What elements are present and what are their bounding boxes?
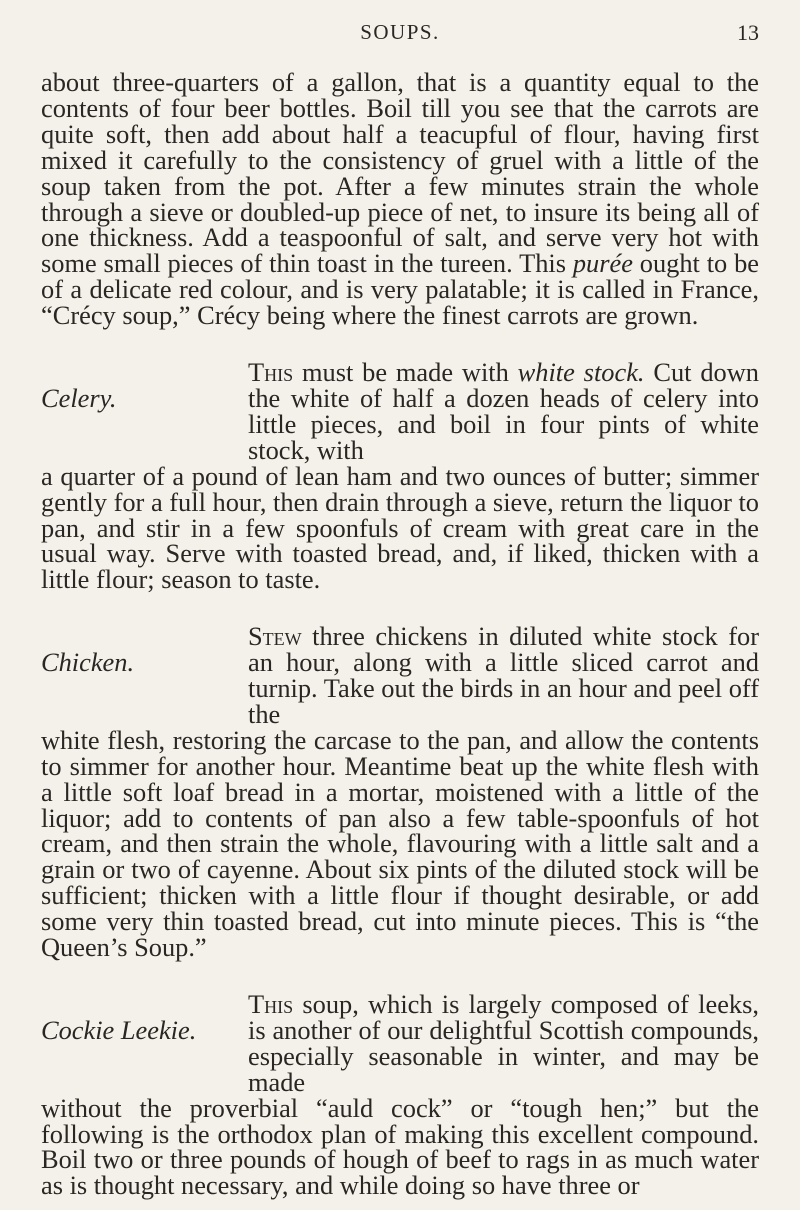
running-title: SOUPS.: [360, 20, 440, 44]
recipe-celery: [41, 357, 759, 595]
recipe-celery-opening: [248, 357, 759, 465]
recipe-chicken: [41, 621, 759, 963]
recipe-chicken-lead: Stew: [248, 621, 302, 652]
intro-paragraph: [41, 67, 759, 331]
recipe-cockie-leekie-text: soup, which is largely composed of leeks, is another of our delightful Scottish compounds, especially seasonable in winter, and may be made: [248, 989, 759, 1097]
recipe-cockie-leekie-lead: This: [248, 989, 294, 1019]
side-note-celery: Celery.: [41, 382, 117, 413]
running-head: [0, 20, 800, 50]
page-body: [41, 67, 759, 1201]
recipe-cockie-leekie-opening: [248, 989, 759, 1097]
page-number: 13: [737, 20, 759, 45]
recipe-chicken-body: white flesh, restoring the carcase to the pan, and allow the contents to simmer for another hour. Meantime beat up the white flesh with a little soft loaf bread in a mortar, moistened with a little of the liquor; add to contents of pan also a few table-spoonfuls of hot cream, and then strain the whole, flavouring with a little salt and a grain or two of cayenne. About six pints of the diluted stock will be sufficient; thicken with a little flour if thought desirable, or add some very thin toasted bread, cut into minute pieces. This is “the Queen’s Soup.”: [41, 724, 759, 963]
side-note-cockie-leekie: Cockie Leekie.: [41, 1014, 197, 1045]
recipe-cockie-leekie-body: without the proverbial “auld cock” or “tough hen;” but the following is the orthodox plan of making this excellent compound. Boil two or three pounds of hough of beef to rags in as much water as is thought necessary, and while doing so have three or: [41, 1092, 759, 1201]
recipe-chicken-opening: [248, 621, 759, 729]
recipe-celery-lead: This: [248, 357, 294, 388]
recipe-celery-italic: white stock.: [517, 357, 645, 388]
recipe-celery-text-a: must be made with: [293, 357, 518, 388]
side-note-chicken: Chicken.: [41, 647, 135, 678]
recipe-celery-body: a quarter of a pound of lean ham and two ounces of butter; simmer gently for a full hour, then drain through a sieve, return the liquor to pan, and stir in a few spoonfuls of cream with great care in the usual way. Serve with toasted bread, and, if liked, thicken with a little flour; season to taste.: [41, 460, 759, 595]
recipe-celery-text-b: Cut down the white of half a dozen heads of celery into little pieces, and boil in four pints of white stock, with: [248, 357, 759, 465]
intro-text-1: about three-quarters of a gallon, that is a quantity equal to the contents of four beer bottles. Boil till you see that the carrots are quite soft, then add about half a teacupful of flour, having first mixed it carefully to the consistency of gruel with a little of the soup taken from the pot. After a few minutes strain the whole through a sieve or doubled-up piece of net, to insure its being all of one thickness. Add a teaspoonful of salt, and serve very hot with some small pieces of thin toast in the tureen. This: [41, 67, 759, 279]
intro-text-2: ought to be of a delicate red colour, and is very palatable; it is called in France, “Crécy soup,” Crécy being where the finest carrots are grown.: [41, 248, 759, 331]
recipe-cockie-leekie: [41, 989, 759, 1201]
intro-italic-term: purée: [572, 248, 633, 279]
recipe-chicken-text: three chickens in diluted white stock for an hour, along with a little sliced carrot and turnip. Take out the birds in an hour and peel off the: [248, 621, 759, 729]
